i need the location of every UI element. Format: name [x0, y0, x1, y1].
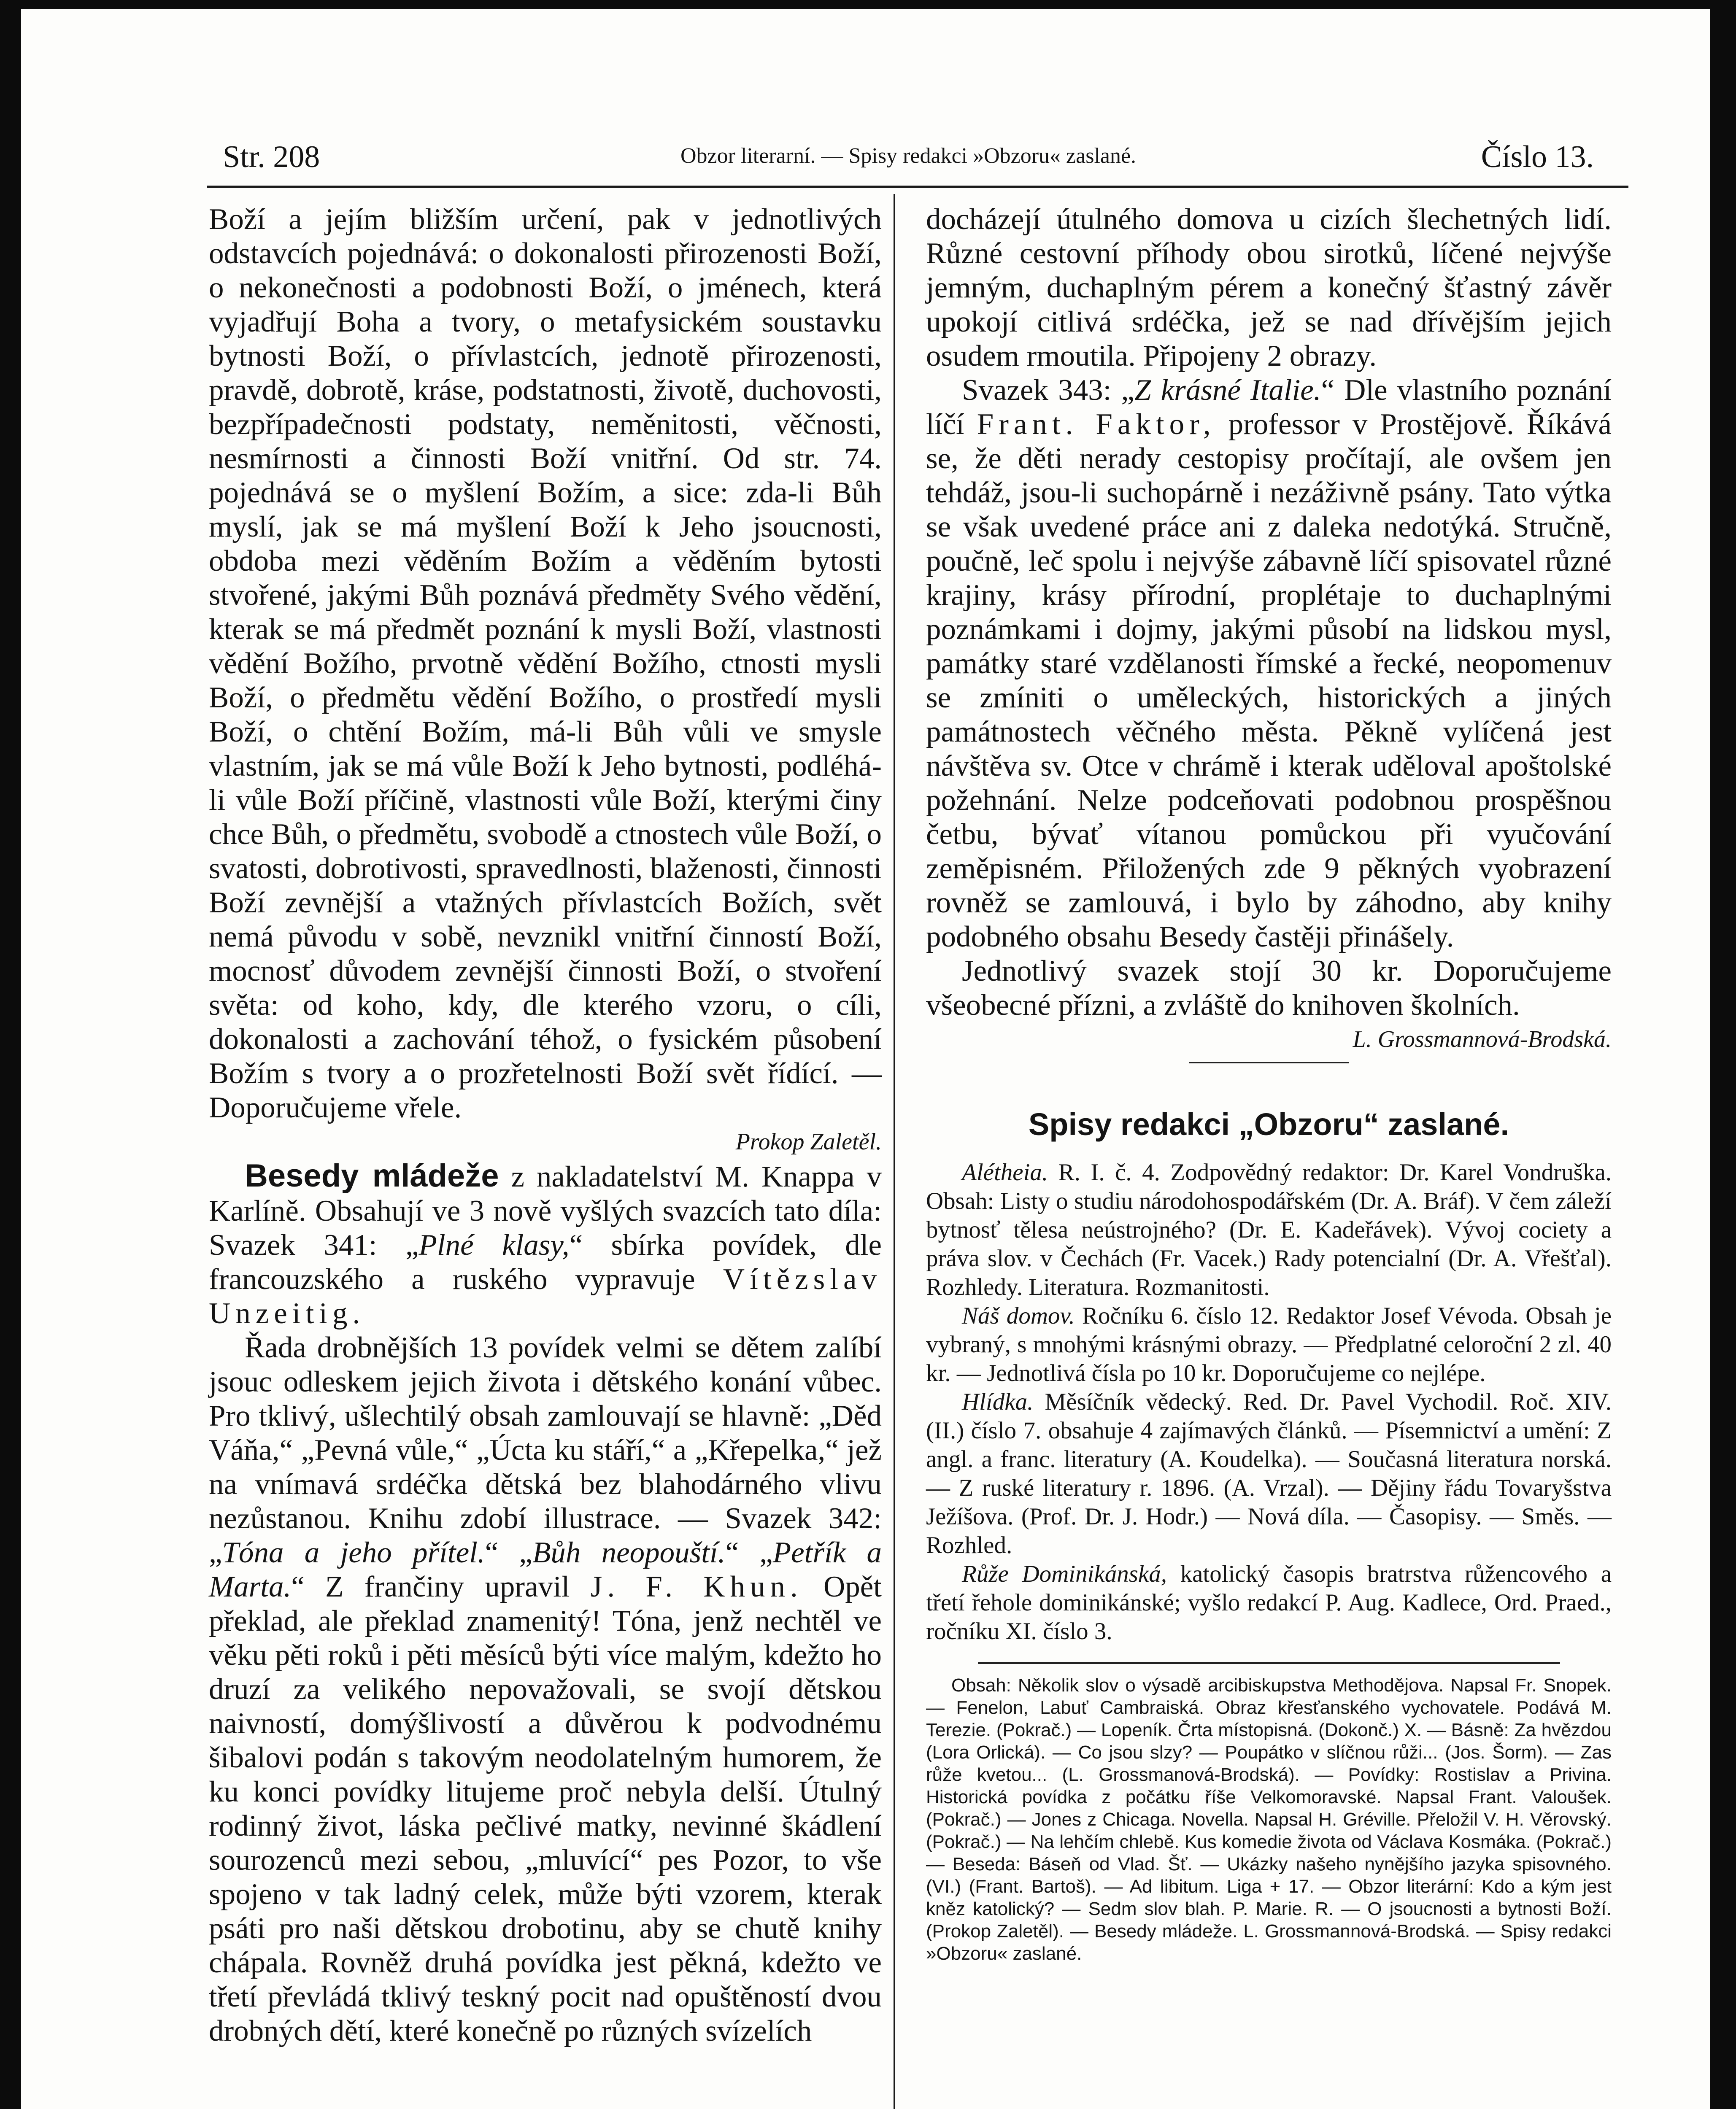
besedy-lead: Besedy mládeže: [245, 1158, 499, 1194]
page-number: Str. 208: [223, 140, 320, 174]
svazek-343-review: Svazek 343: „Z krásné Italie.“ Dle vlastního poznání líčí Frant. Faktor, professor v Prostějově. Říkává se, že děti nerady cestopisy pročítají, ale ovšem jen tehdáž, jsou-li suchopárně i nezáživně psány. Tato výtka se však uvedené práce ani z daleka nedotýká. Stručně, poučně, leč spolu i nejvýše zábavně líčí spisovatel různé krajiny, krásy přírodní, proplétaje to duchaplnými poznámkami i dojmy, jakými působí na lidskou mysl, památky staré vzdělanosti římské a řecké, neopomenuv se zmíniti o uměleckých, historických a jiných památnostech věčného města. Pěkně vylíčená jest návštěva sv. Otce v chrámě i kterak uděloval apoštolské požehnání. Nelze podceňovati podobnou prospěšnou četbu, bývať vítanou pomůckou při vyučování zeměpisném. Přiložených zde 9 pěkných vyobrazení rovněž se zamlouvá, i bylo by záhodno, aby knihy podobného obsahu Besedy častěji přinášely.: [926, 374, 1612, 953]
right-column: [926, 202, 1612, 1965]
price-recommendation: Jednotlivý svazek stojí 30 kr. Doporučujeme všeobecné přízni, a zvláště do knihoven školních.: [926, 955, 1612, 1022]
left-column: [209, 202, 882, 2048]
periodical-name: Růže Dominikánská,: [962, 1561, 1167, 1587]
book-title: Bůh neopouští.: [532, 1536, 726, 1569]
book-title: Petřík a Marta.: [209, 1536, 882, 1603]
periodical-name: Hlídka.: [962, 1389, 1034, 1415]
periodical-entry: Hlídka. Měsíčník vědecký. Red. Dr. Pavel Vychodil. Roč. XIV. (II.) číslo 7. obsahuje 4 zajímavých článků. — Písemnictví a umění: Z angl. a franc. literatury (A. Koudelka). — Současná literatura norská. — Z ruské literatury r. 1896. (A. Vrzal). — Dějiny řádu Tovaryšstva Ježíšova. (Prof. Dr. J. Hodr.) — Nová díla. — Časopisy. — Směs. — Rozhled.: [926, 1389, 1612, 1559]
section-title: Spisy redakci „Obzoru“ zaslané.: [1028, 1107, 1509, 1142]
besedy-review-intro: Besedy mládeže z nakladatelství M. Knappa v Karlíně. Obsahují ve 3 nově vyšlých svazcích tato díla: Svazek 341: „Plné klasy,“ sbírka povídek, dle francouzského a ruského vypravuje Vítězslav Unzeitig.: [209, 1158, 882, 1330]
author-name: Vítězslav Unzeitig.: [209, 1263, 882, 1330]
issue-contents: Obsah: Několik slov o výsadě arcibiskupstva Methodějova. Napsal Fr. Snopek. — Fenelon, Labuť Cambraiská. Obraz křesťanského vychovatele. Podává M. Terezie. (Pokrač.) — Lopeník. Črta místopisná. (Dokonč.) X. — Básně: Za hvězdou (Lora Orlická). — Co jsou slzy? — Poupátko v slíčnou růži... (Jos. Šorm). — Zas růže kvetou... (L. Grossmanová-Brodská). — Povídky: Rostislav a Privina. Historická povídka z počátku říše Velkomoravské. Napsal Frant. Valoušek. (Pokrač.) — Jones z Chicaga. Novella. Napsal H. Gréville. Přeložil V. H. Věrovský. (Pokrač.) — Na lehčím chlebě. Kus komedie života od Václava Kosmáka. (Pokrač.) — Beseda: Báseň od Vlad. Šť. — Ukázky našeho nynějšího jazyka spisovného. (VI.) (Frant. Bartoš). — Ad libitum. Liga + 17. — Obzor literární: Kdo a kým jest kněz katolický? — Sedm slov blah. P. Marie. R. — O jsoucnosti a bytnosti Boží. (Prokop Zaletěl). — Besedy mládeže. L. Grossmannová-Brodská. — Spisy redakci »Obzoru« zaslané.: [926, 1675, 1612, 1964]
author-name: Frant. Faktor,: [977, 408, 1216, 441]
scan-edge-right: [1710, 0, 1736, 2109]
periodical-entry: Růže Dominikánská, katolický časopis bratrstva růžencového a třetí řehole dominikánské; vyšlo redakcí P. Aug. Kadlece, Ord. Praed., ročníku XI. číslo 3.: [926, 1561, 1612, 1645]
running-title: Obzor literarní. — Spisy redakci »Obzoru« zaslané.: [680, 144, 1137, 168]
author-name: J. F. Khun.: [590, 1570, 803, 1603]
page-header: [223, 139, 1594, 181]
scan-edge-left: [0, 0, 21, 2109]
periodicals-list: [926, 1158, 1612, 1646]
signature-zaletel: Prokop Zaletěl.: [735, 1129, 882, 1155]
besedy-review-body: Řada drobnějších 13 povídek velmi se dětem zalíbí jsouc odleskem jejich života i dětského konání vůbec. Pro tklivý, ušlechtilý obsah zamlouvají se hlavně: „Děd Váňa,“ „Pevná vůle,“ „Úcta ku stáří,“ a „Křepelka,“ jež na vnímavá srdéčka dětská bez blahodárného vlivu nezůstanou. Knihu zdobí illustrace. — Svazek 342: „Tóna a jeho přítel.“ „Bůh neopouští.“ „Petřík a Marta.“ Z frančiny upravil J. F. Khun. Opět překlad, ale překlad znamenitý! Tóna, jenž nechtěl ve věku pěti roků i pěti měsíců býti více malým, kdežto ho druzí za velikého nepovažovali, se svojí dětskou naivností, domýšlivostí a důvěrou k podvodnému šibalovi podán s takovým neodolatelným humorem, že ku konci povídky litujeme proč nebyla delší. Útulný rodinný život, láska pečlivé matky, nevinné škádlení sourozenců mezi sebou, „mluvící“ pes Pozor, to vše spojeno v tak ladný celek, může býti vzorem, kterak psáti pro naši dětskou drobotinu, aby se chutě knihy chápala. Rovněž druhá povídka jest pěkná, kdežto ve třetí převládá tklivý teskný pocit nad opuštěností dvou drobných dětí, které konečně po různých svízelích: [209, 1331, 882, 2047]
contents-separator: [978, 1662, 1560, 1664]
section-separator: [1189, 1062, 1349, 1063]
periodical-name: Alétheia.: [962, 1159, 1048, 1186]
periodical-entry: Náš domov. Ročníku 6. číslo 12. Redaktor Josef Vévoda. Obsah je vybraný, s mnohými krásnými obrazy. — Předplatné celoroční 2 zl. 40 kr. — Jednotlivá čísla po 10 kr. Doporučujeme co nejlépe.: [926, 1303, 1612, 1386]
review-text-continued: Boží a jejím bližším určení, pak v jednotlivých odstavcích pojednává: o dokonalosti přirozenosti Boží, o nekonečnosti a podobnosti Boží, o jménech, která vyjadřují Boha a tvory, o metafysickém soustavku bytnosti Boží, o přívlastcích, jednotě přirozenosti, pravdě, dobrotě, kráse, podstatnosti, životě, duchovosti, bezpřípadečnosti podstaty, neměnitosti, věčnosti, nesmírnosti a činnosti Boží vnitřní. Od str. 74. pojednává se o myšlení Božím, a sice: zda-li Bůh myslí, jak se má myšlení Boží k Jeho jsoucnosti, obdoba mezi věděním Božím a věděním bytosti stvořené, jakými Bůh poznává předměty Svého vědění, kterak se má předmět poznání k mysli Boží, vlastnosti vědění Božího, prvotně vědění Božího, ctnosti mysli Boží, o předmětu vědění Božího, o prostředí mysli Boží, o chtění Božím, má-li Bůh vůli ve smysle vlastním, jak se má vůle Boží k Jeho bytnosti, podléhá-li vůle Boží příčině, vlastnosti vůle Boží, kterými činy chce Bůh, o předmětu, svobodě a ctnostech vůle Boží, o svatosti, dobrotivosti, spravedlnosti, blaženosti, činnosti Boží zevnější a vtažných přívlastcích Božích, svět nemá původu v sobě, nevznikl vnitřní činností Boží, mocnosť důvodem zevnější činnosti Boží, o stvoření světa: od koho, kdy, dle kterého vzoru, o cíli, dokonalosti a zachování téhož, o fysickém působení Božím s tvory a o prozřetelnosti Boží svět řídící. — Doporučujeme vřele.: [209, 203, 882, 1124]
column-divider: [894, 194, 895, 2109]
besedy-review-continued: docházejí útulného domova u cizích šlechetných lidí. Různé cestovní příhody obou sirotků, líčené nejvýše jemným, duchaplným pérem a konečný šťastný závěr upokojí citlivá srdéčka, jež se nad dřívějším jejich osudem rmoutila. Připojeny 2 obrazy.: [926, 203, 1612, 372]
issue-number: Číslo 13.: [1481, 140, 1594, 174]
book-title: Z krásné Italie.: [1134, 374, 1321, 407]
book-title: Plné klasy,: [418, 1229, 570, 1262]
periodical-name: Náš domov.: [962, 1303, 1075, 1329]
book-title: Tóna a jeho přítel.: [222, 1536, 485, 1569]
scan-edge-top: [0, 0, 1736, 9]
periodical-entry: Alétheia. R. I. č. 4. Zodpovědný redaktor: Dr. Karel Vondruška. Obsah: Listy o studiu národohospodářském (Dr. A. Bráf). V čem záleží bytnosť tělesa neústrojného? (Dr. E. Kadeřávek). Vývoj cociety a práva slov. v Čechách (Fr. Vacek.) Rady potencialní (Dr. A. Vřešťal). Rozhledy. Literatura. Rozmanitosti.: [926, 1159, 1612, 1300]
signature-grossmannova: L. Grossmannová-Brodská.: [1353, 1026, 1612, 1052]
header-rule: [207, 186, 1628, 188]
